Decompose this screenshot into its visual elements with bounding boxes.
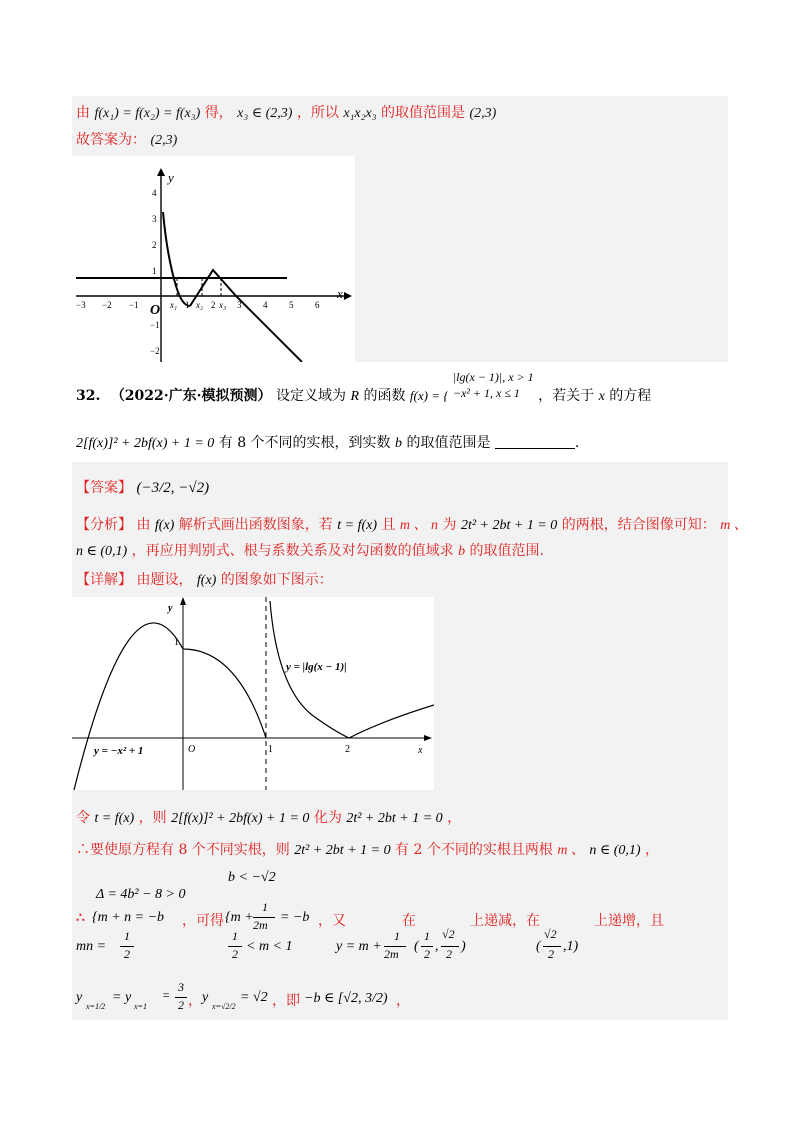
text: 得， xyxy=(204,105,233,121)
text: ，则 xyxy=(138,810,167,826)
frac-num: 1 xyxy=(424,929,430,943)
frac-num: 1 xyxy=(124,929,130,943)
answer-blank xyxy=(495,434,575,449)
text: 为 xyxy=(442,517,457,533)
equation: 2t² + 2bt + 1 = 0 xyxy=(346,811,443,826)
equation: n ∈ (0,1) xyxy=(76,544,128,559)
analysis-tag: 【分析】 xyxy=(76,517,132,533)
text: 的方程 xyxy=(609,388,652,404)
curve-left xyxy=(163,212,190,306)
cond2: {m + xyxy=(225,910,254,925)
text: ， xyxy=(396,993,410,1009)
solution-line1 xyxy=(76,808,461,829)
x-tick: 2 xyxy=(211,300,216,310)
subscript: x=1/2 xyxy=(86,1002,106,1011)
text: ∴要使原方程有 8 个不同实根，则 xyxy=(76,842,290,858)
solution-line4: y x=1/2 = y x=1 = 3 2 ， y x=√2/2 = √2 ，即 −b ∈ [√2, 3/2) ， xyxy=(76,980,410,1012)
y-tick: −2 xyxy=(150,346,160,356)
y-label: y xyxy=(168,603,173,614)
answer-value: (−3/2, −√2) xyxy=(136,480,210,496)
frac-den: 2 xyxy=(232,947,238,961)
equation: x₃ ∈ (2,3) xyxy=(237,106,293,121)
text: ，若关于 xyxy=(538,388,595,404)
text: ， xyxy=(188,993,202,1009)
frac-num: 1 xyxy=(394,929,400,943)
frac-den: 2 xyxy=(424,947,430,961)
equation: m 、 n xyxy=(399,518,439,533)
frac-num: 3 xyxy=(178,980,184,994)
graph-2-svg xyxy=(72,597,434,790)
text: 的取值范围是 xyxy=(381,105,466,121)
text: 令 xyxy=(76,810,90,826)
case: −x² + 1, x ≤ 1 xyxy=(452,386,520,400)
delta-cond: Δ = 4b² − 8 > 0 xyxy=(96,887,186,902)
text: ， xyxy=(645,842,660,858)
y-tick: 4 xyxy=(152,188,157,198)
equation: f(x) xyxy=(154,518,175,533)
equation: f(x₁) = f(x₂) = f(x₃) xyxy=(94,106,201,121)
x-tick: 2 xyxy=(345,744,350,755)
graph-1-svg xyxy=(72,156,355,362)
frac-den: 2 xyxy=(446,947,452,961)
var: b xyxy=(458,544,466,559)
prev-solution-line1 xyxy=(76,103,496,124)
curve-label-right: y = |lg(x − 1)| xyxy=(286,661,347,673)
equation: 2t² + 2bt + 1 = 0 xyxy=(460,518,558,533)
y-ticks xyxy=(150,188,160,356)
graph-1 xyxy=(72,156,355,362)
y-tick: 1 xyxy=(152,266,157,276)
x-axis-arrow xyxy=(344,292,352,300)
cond2: = −b xyxy=(280,910,310,925)
text: ，又 xyxy=(318,913,346,929)
text: ，可得 xyxy=(182,913,224,929)
answer-tag: 【答案】 xyxy=(76,480,132,496)
piecewise xyxy=(453,369,534,401)
equation: f(x) xyxy=(196,573,217,588)
subscript: x=1 xyxy=(134,1002,147,1011)
y-eq: y = m + xyxy=(336,939,382,954)
range: −b ∈ [√2, 3/2) xyxy=(304,991,388,1006)
text: 由 xyxy=(136,517,151,533)
frac-den: 2m xyxy=(384,947,399,961)
x-tick: 5 xyxy=(289,300,294,310)
x-axis-arrow xyxy=(424,735,432,741)
text: . xyxy=(574,435,580,451)
point-label: x₁ xyxy=(170,300,178,310)
x-tick: 1 xyxy=(185,300,190,310)
frac-num: √2 xyxy=(442,927,455,941)
y: y xyxy=(76,990,83,1005)
text: 上递减，在 xyxy=(470,913,540,929)
y-label: y xyxy=(168,170,174,185)
frac-den: 2 xyxy=(178,998,184,1012)
point-label: x₂ xyxy=(196,300,204,310)
sum-cond: {m + n = −b xyxy=(92,910,165,925)
text: 有 2 个不同的实根且两根 xyxy=(395,842,553,858)
y-tick: 3 xyxy=(152,214,157,224)
curve-label-left: y = −x² + 1 xyxy=(94,745,144,757)
problem-number: 32. xyxy=(76,388,101,404)
equation: t = f(x) xyxy=(337,518,378,533)
interval: ,1) xyxy=(563,939,579,954)
func-lhs: f(x) = { xyxy=(409,388,449,403)
text: 的两根，结合图像可知： xyxy=(561,517,716,533)
text: 由 xyxy=(76,105,90,121)
parabola xyxy=(74,623,266,790)
text: ， xyxy=(447,810,462,826)
text: 上递增，且 xyxy=(594,913,664,929)
subscript: x=√2/2 xyxy=(212,1002,236,1011)
text: 有 8 个不同的实根，到实数 xyxy=(218,435,391,451)
answer-line xyxy=(76,478,209,498)
text: 在 xyxy=(402,913,416,929)
eq: = y xyxy=(112,990,132,1005)
graph-2 xyxy=(72,597,434,790)
y-axis-arrow xyxy=(180,597,186,605)
point-label: x₃ xyxy=(219,300,227,310)
equation: x₁x₂x₃ xyxy=(343,106,377,121)
x-tick: 1 xyxy=(268,744,273,755)
origin-label: O xyxy=(150,303,161,318)
text: 的函数 xyxy=(363,388,406,404)
equation: 2[f(x)]² + 2bf(x) + 1 = 0 xyxy=(171,811,310,826)
y: y xyxy=(202,990,209,1005)
text: 解析式画出函数图象，若 xyxy=(178,517,333,533)
x-tick: −1 xyxy=(129,300,139,310)
x-tick: −2 xyxy=(102,300,112,310)
x-tick: 6 xyxy=(315,300,320,310)
equation: m 、 xyxy=(557,843,585,858)
frac-den: 2 xyxy=(548,947,554,961)
text: 由题设， xyxy=(136,572,193,588)
problem-line2 xyxy=(76,432,579,452)
frac-den: 2m xyxy=(253,918,268,932)
x-tick: 3 xyxy=(237,300,242,310)
analysis-line1 xyxy=(76,515,748,536)
y-tick: 1 xyxy=(174,637,179,648)
origin-label: O xyxy=(188,744,196,755)
text: 且 xyxy=(381,517,396,533)
detail-line xyxy=(76,570,333,591)
interval: (2,3) xyxy=(469,106,497,121)
frac-den: 2 xyxy=(124,947,130,961)
case: |lg(x − 1)|, x > 1 xyxy=(452,370,534,384)
curve-right xyxy=(190,270,302,362)
text: 的取值范围. xyxy=(469,543,544,559)
text: ，所以 xyxy=(296,105,339,121)
var: R xyxy=(350,389,359,404)
x-label: x xyxy=(418,745,423,756)
point-labels xyxy=(169,300,226,310)
interval: (2,3) xyxy=(150,133,178,148)
frac-num: √2 xyxy=(544,927,557,941)
prod-cond: mn = xyxy=(76,939,107,954)
prev-solution-line2 xyxy=(76,130,177,151)
equation: t = f(x) xyxy=(94,811,135,826)
x-tick: 4 xyxy=(263,300,268,310)
problem-source: （2022·广东·模拟预测） xyxy=(110,388,272,404)
text: 化为 xyxy=(313,810,342,826)
y-axis-arrow xyxy=(157,168,165,176)
detail-tag: 【详解】 xyxy=(76,572,132,588)
analysis-line2 xyxy=(76,541,544,562)
equation: 2t² + 2bt + 1 = 0 xyxy=(294,843,391,858)
frac-num: 1 xyxy=(262,900,268,914)
text: 设定义域为 xyxy=(275,388,346,404)
equation: m 、 xyxy=(720,518,748,533)
solution-line2 xyxy=(76,840,659,861)
therefore: ∴ xyxy=(76,910,85,926)
y-tick: 2 xyxy=(152,240,157,250)
var: b xyxy=(395,436,403,451)
text: ，再应用判别式、根与系数关系及对勾函数的值域求 xyxy=(131,543,454,559)
m-range: < m < 1 xyxy=(246,939,293,954)
equation: 2[f(x)]² + 2bf(x) + 1 = 0 xyxy=(76,436,215,451)
b-cond: b < −√2 xyxy=(228,870,276,885)
text: 的取值范围是 xyxy=(406,435,491,451)
var: x xyxy=(598,389,605,404)
equation: n ∈ (0,1) xyxy=(589,843,641,858)
eq: = √2 xyxy=(240,990,268,1005)
x-label: x xyxy=(337,286,343,301)
text: 故答案为： xyxy=(76,132,146,148)
text: 的图象如下图示： xyxy=(220,572,333,588)
x-tick: −3 xyxy=(76,300,86,310)
text: ，即 xyxy=(272,993,300,1009)
y-tick: −1 xyxy=(150,320,160,330)
frac-num: 1 xyxy=(232,929,238,943)
problem-line1 xyxy=(76,370,652,405)
solution-line3: Δ = 4b² − 8 > 0 ∴ {m + n = −b mn = 1 2 ，可得 b < −√2 {m + 1 2m = −b 1 2 < m < 1 ，又 在 上递减，在 上递增，且 y = m + 1 2m ( 1 2 , √2 2 ) ( √2 2 ,1) xyxy=(76,870,664,961)
